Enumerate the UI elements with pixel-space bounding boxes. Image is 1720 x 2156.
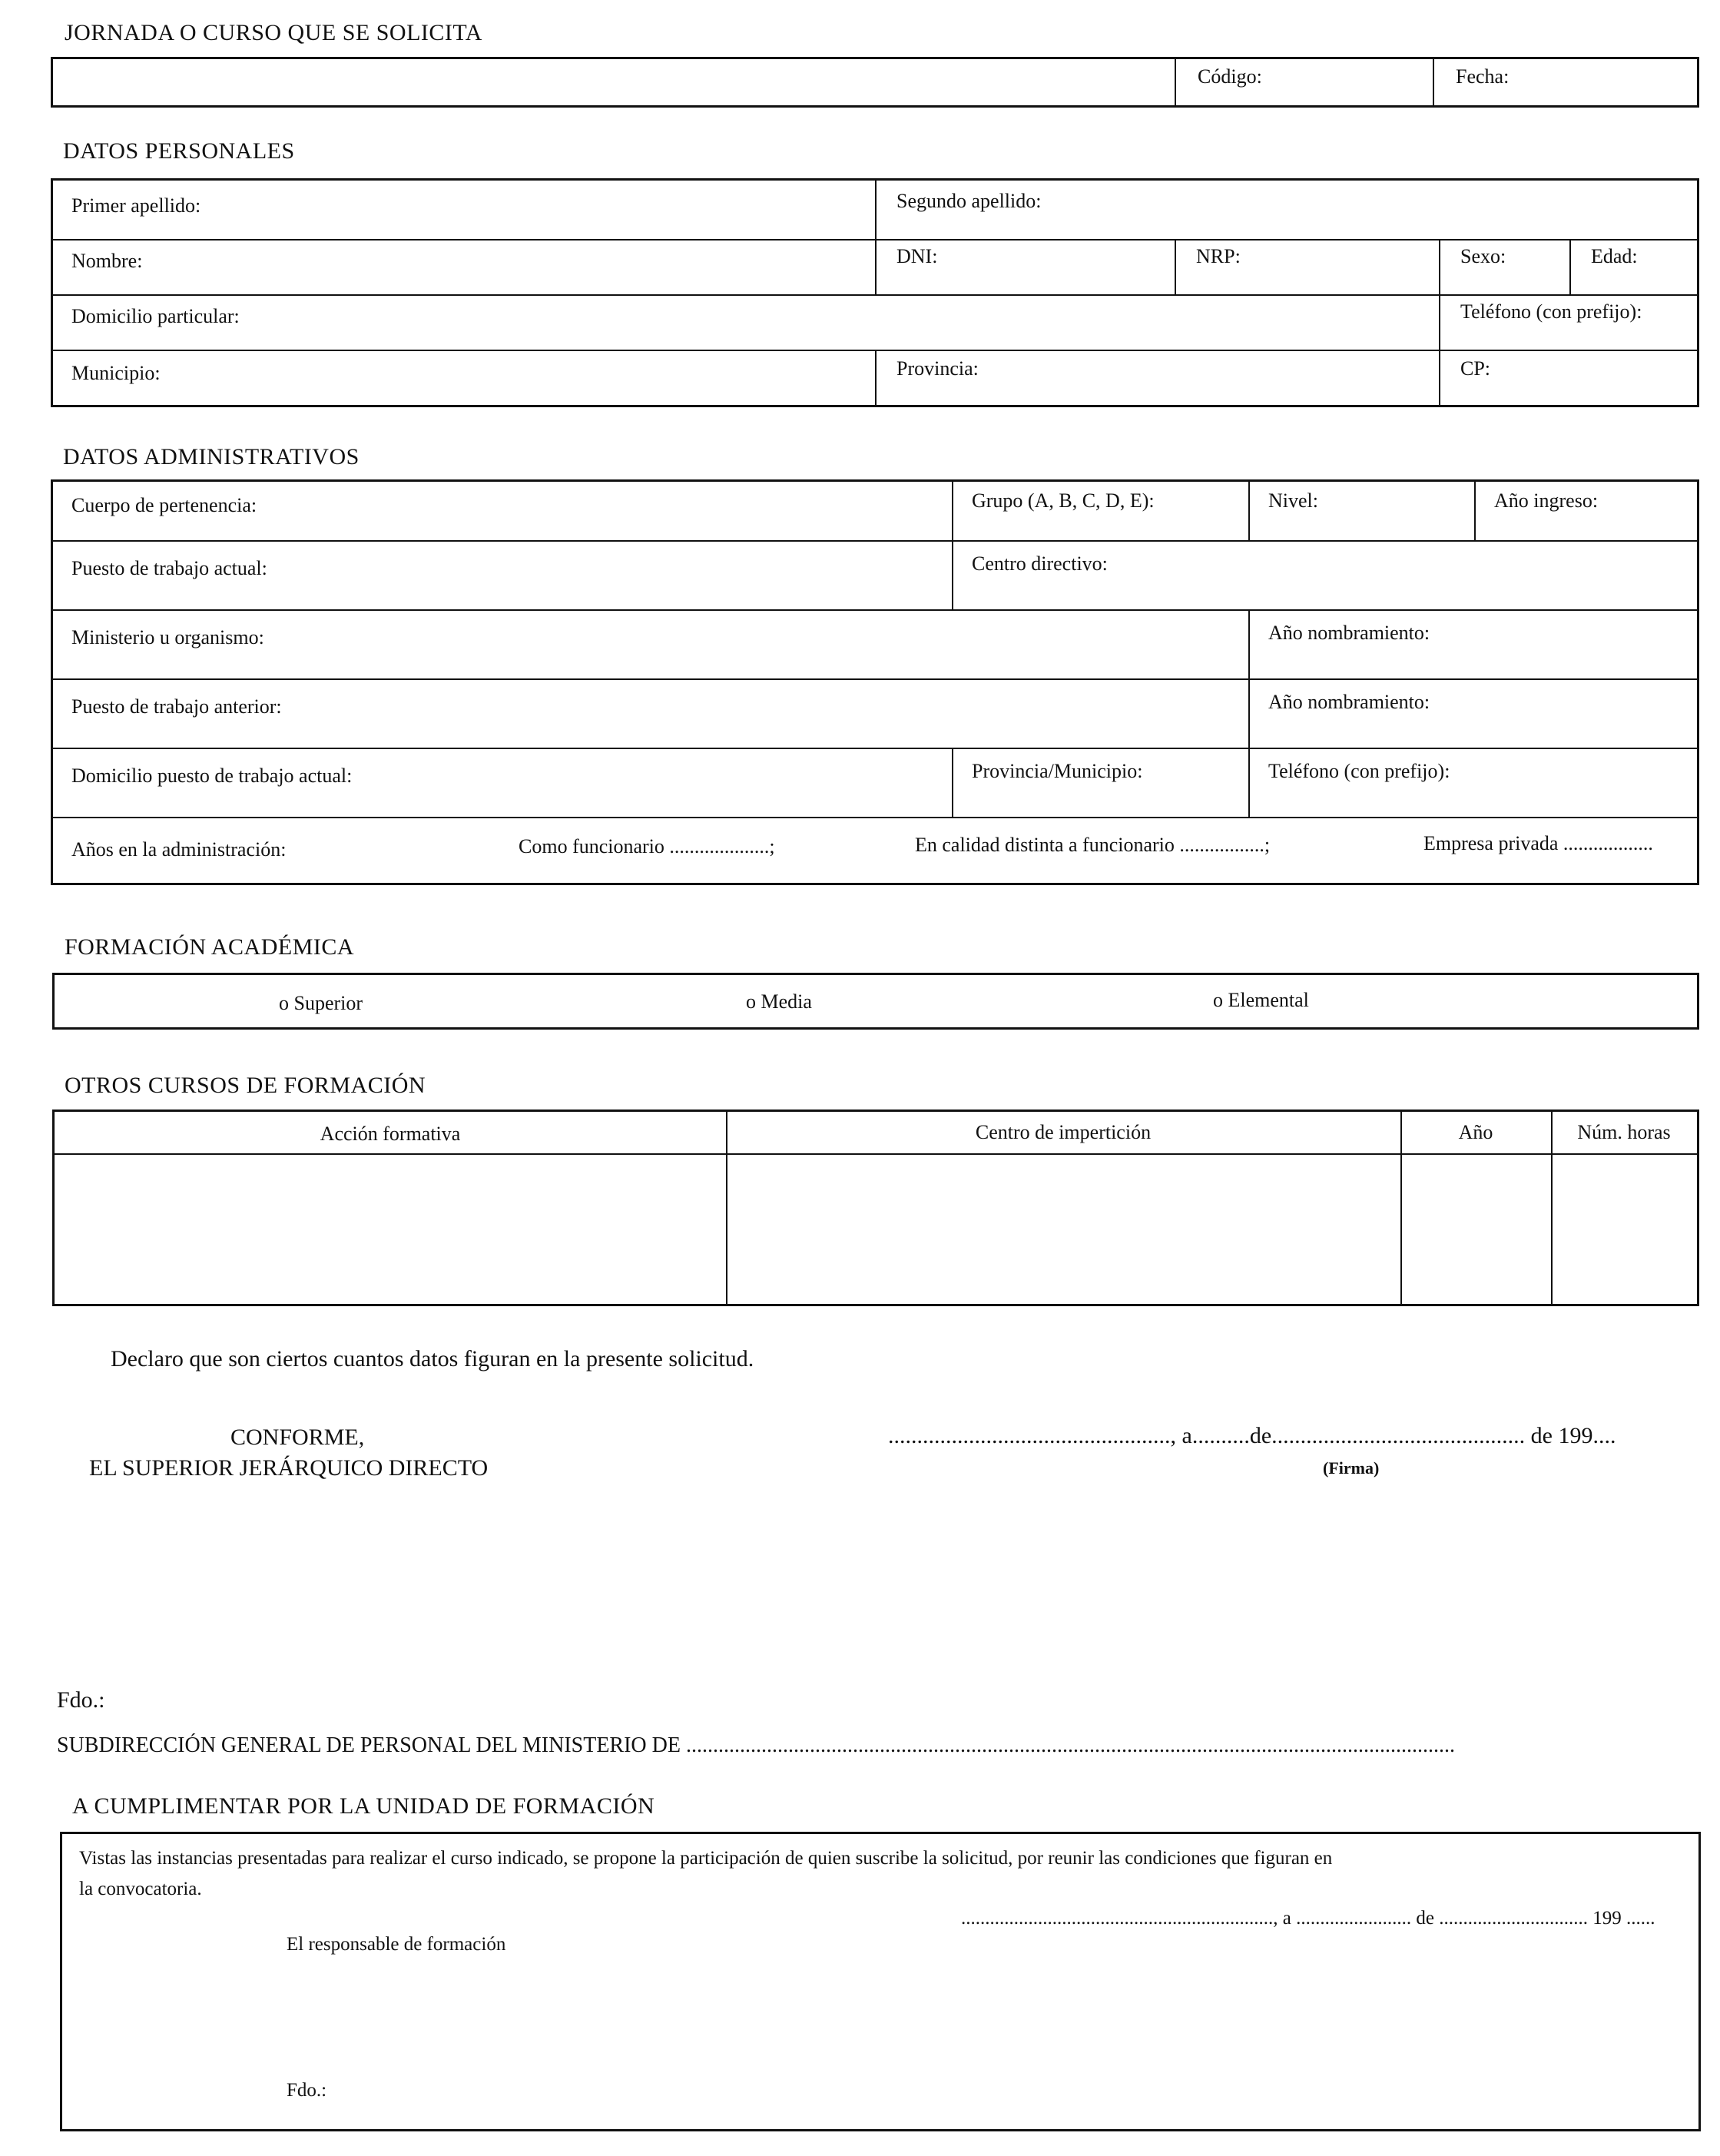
- domicilio-puesto-field[interactable]: Domicilio puesto de trabajo actual:: [71, 765, 353, 787]
- centro-directivo-field[interactable]: Centro directivo:: [972, 552, 1108, 575]
- fecha-field[interactable]: Fecha:: [1456, 65, 1510, 88]
- telefono-field[interactable]: Teléfono (con prefijo):: [1460, 300, 1642, 323]
- puesto-anterior-field[interactable]: Puesto de trabajo anterior:: [71, 695, 282, 718]
- header-centro-imperticion: Centro de impertición: [975, 1121, 1152, 1143]
- dni-field[interactable]: DNI:: [896, 245, 938, 267]
- formacion-academica-title: FORMACIÓN ACADÉMICA: [65, 934, 355, 960]
- municipio-field[interactable]: Municipio:: [71, 362, 161, 384]
- ministerio-field[interactable]: Ministerio u organismo:: [71, 626, 264, 648]
- header-accion-formativa: Acción formativa: [320, 1123, 461, 1145]
- sexo-field[interactable]: Sexo:: [1460, 245, 1506, 267]
- unidad-fecha-line[interactable]: ................................................................., a ........................ de ............................... 199 ......: [961, 1908, 1655, 1929]
- provincia-municipio-field[interactable]: Provincia/Municipio:: [972, 760, 1143, 782]
- unidad-formacion-title: A CUMPLIMENTAR POR LA UNIDAD DE FORMACIÓN: [72, 1793, 655, 1819]
- datos-administrativos-box: [51, 479, 1699, 885]
- cp-field[interactable]: CP:: [1460, 357, 1491, 380]
- primer-apellido-field[interactable]: Primer apellido:: [71, 194, 201, 217]
- superior-jerarquico-label: EL SUPERIOR JERÁRQUICO DIRECTO: [89, 1455, 489, 1481]
- nombre-field[interactable]: Nombre:: [71, 250, 143, 272]
- anio-nombramiento-1-field[interactable]: Año nombramiento:: [1268, 622, 1430, 644]
- formacion-academica-box: [52, 973, 1699, 1030]
- datos-administrativos-title: DATOS ADMINISTRATIVOS: [63, 444, 360, 469]
- datos-personales-box: [51, 178, 1699, 407]
- conforme-label: CONFORME,: [230, 1425, 365, 1450]
- telefono-trabajo-field[interactable]: Teléfono (con prefijo):: [1268, 760, 1450, 782]
- cuerpo-field[interactable]: Cuerpo de pertenencia:: [71, 494, 257, 516]
- header-anio: Año: [1458, 1121, 1493, 1143]
- domicilio-field[interactable]: Domicilio particular:: [71, 305, 240, 327]
- nrp-field[interactable]: NRP:: [1196, 245, 1241, 267]
- jornada-title: JORNADA O CURSO QUE SE SOLICITA: [65, 20, 482, 45]
- segundo-apellido-field[interactable]: Segundo apellido:: [896, 190, 1042, 212]
- como-funcionario-field[interactable]: Como funcionario ....................;: [519, 835, 775, 857]
- unidad-text-2: la convocatoria.: [79, 1879, 202, 1899]
- codigo-field[interactable]: Código:: [1198, 65, 1262, 88]
- nivel-field[interactable]: Nivel:: [1268, 489, 1318, 512]
- option-superior[interactable]: o Superior: [279, 992, 363, 1014]
- cell-num-horas[interactable]: [1553, 1155, 1697, 1304]
- subdireccion-line[interactable]: SUBDIRECCIÓN GENERAL DE PERSONAL DEL MINISTERIO DE ...............................................................................................................................................: [57, 1733, 1455, 1757]
- fdo-label: Fdo.:: [57, 1687, 105, 1713]
- empresa-privada-field[interactable]: Empresa privada ..................: [1423, 832, 1653, 854]
- provincia-field[interactable]: Provincia:: [896, 357, 979, 380]
- responsable-formacion-label: El responsable de formación: [287, 1934, 506, 1955]
- fecha-firma-line[interactable]: ................................................., a..........de............................................ de 199....: [888, 1423, 1616, 1448]
- firma-caption: (Firma): [1323, 1458, 1380, 1478]
- anios-administracion-label: Años en la administración:: [71, 838, 287, 861]
- grupo-field[interactable]: Grupo (A, B, C, D, E):: [972, 489, 1155, 512]
- anio-nombramiento-2-field[interactable]: Año nombramiento:: [1268, 691, 1430, 713]
- unidad-formacion-box: [60, 1832, 1701, 2131]
- calidad-distinta-field[interactable]: En calidad distinta a funcionario .................;: [915, 834, 1271, 856]
- otros-cursos-title: OTROS CURSOS DE FORMACIÓN: [65, 1073, 426, 1098]
- declaracion-text: Declaro que son ciertos cuantos datos figuran en la presente solicitud.: [111, 1346, 754, 1372]
- cell-centro-imperticion[interactable]: [727, 1155, 1399, 1304]
- header-num-horas: Núm. horas: [1577, 1121, 1671, 1143]
- cell-accion-formativa[interactable]: [55, 1155, 724, 1304]
- unidad-fdo-label: Fdo.:: [287, 2080, 327, 2101]
- option-elemental[interactable]: o Elemental: [1213, 989, 1309, 1011]
- datos-personales-title: DATOS PERSONALES: [63, 138, 295, 164]
- cell-anio[interactable]: [1402, 1155, 1549, 1304]
- option-media[interactable]: o Media: [746, 990, 812, 1013]
- otros-cursos-table: [52, 1110, 1699, 1306]
- jornada-box: [51, 57, 1699, 108]
- edad-field[interactable]: Edad:: [1591, 245, 1638, 267]
- unidad-text-1: Vistas las instancias presentadas para realizar el curso indicado, se propone la participación de quien suscribe la solicitud, por reunir las condiciones que figuran en: [79, 1848, 1333, 1869]
- anio-ingreso-field[interactable]: Año ingreso:: [1494, 489, 1599, 512]
- puesto-actual-field[interactable]: Puesto de trabajo actual:: [71, 557, 267, 579]
